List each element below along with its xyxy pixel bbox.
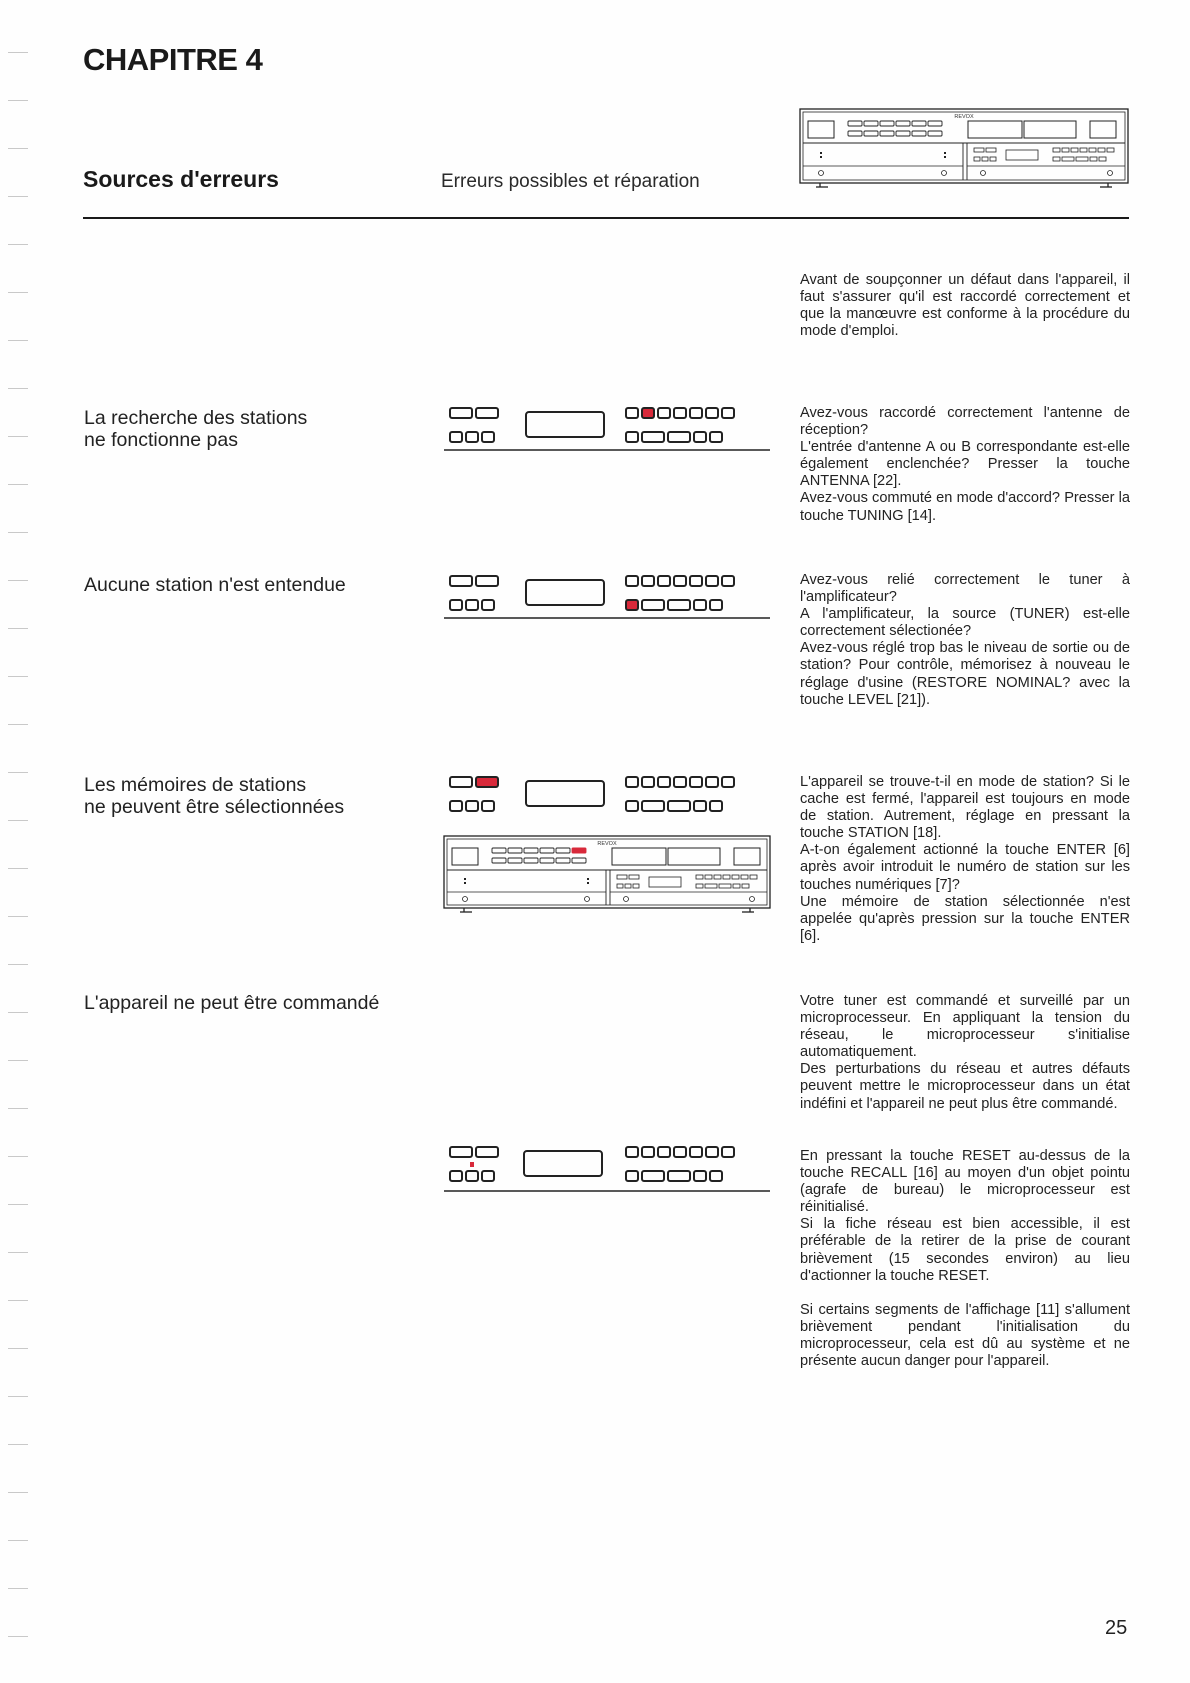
paragraph: Avez-vous réglé trop bas le niveau de sortie ou de station? Pour contrôle, mémorisez à nouveau le réglage d'usine (RESTORE NOMINAL? avec la touche LEVEL [21]). [800, 640, 1130, 708]
issue-text [800, 993, 1130, 1113]
paragraph: Avez-vous raccordé correctement l'antenne de réception? [800, 405, 1130, 439]
issue-text [800, 405, 1130, 525]
issue-title-line: L'appareil ne peut être commandé [84, 992, 380, 1014]
issue-title-line: ne fonctionne pas [84, 429, 238, 451]
paragraph: Si la fiche réseau est bien accessible, il est préférable de la retirer de la prise de courant brièvement (15 secondes environ) au lieu d'actionner la touche RESET. [800, 1216, 1130, 1284]
issue-title-line: ne peuvent être sélectionnées [84, 796, 345, 818]
paragraph: Des perturbations du réseau et autres défauts peuvent mettre le microprocesseur dans un état indéfini et l'appareil ne peut plus être commandé. [800, 1061, 1130, 1112]
issue-title-line: La recherche des stations [84, 407, 308, 429]
tuner-front-illustration [798, 107, 1130, 192]
binding-marks [8, 0, 30, 1683]
paragraph: En pressant la touche RESET au-dessus de la touche RECALL [16] au moyen d'un objet pointu (agrafe de bureau) le microprocesseur est réinitialisé. [800, 1148, 1130, 1216]
paragraph: Avez-vous commuté en mode d'accord? Presser la touche TUNING [14]. [800, 490, 1130, 524]
control-panel-diagram [444, 1137, 770, 1193]
control-panel-diagram [444, 771, 770, 821]
issue-title-line: Aucune station n'est entendue [84, 574, 346, 596]
paragraph: L'appareil se trouve-t-il en mode de station? Si le cache est fermé, l'appareil est toujours en mode de station. Autrement, réglage en pressant la touche STATION [18]. [800, 774, 1130, 842]
issue-title-line: Les mémoires de stations [84, 774, 307, 796]
section-subtitle: Erreurs possibles et réparation [441, 171, 700, 192]
control-panel-diagram [444, 402, 770, 452]
intro-paragraph [800, 272, 1130, 340]
issue-title [84, 407, 307, 451]
paragraph: Si certains segments de l'affichage [11] s'allument brièvement pendant l'initialisation du microprocesseur, cela est dû au système et ne présente aucun danger pour l'appareil. [800, 1302, 1130, 1370]
tuner-front-illustration [442, 834, 772, 916]
issue-text [800, 1148, 1130, 1285]
paragraph: Une mémoire de station sélectionnée n'est appelée qu'après pression sur la touche ENTER [6]. [800, 893, 1130, 944]
control-panel-diagram [444, 570, 770, 620]
issue-text [800, 774, 1130, 945]
issue-title [84, 992, 379, 1014]
intro-text: Avant de soupçonner un défaut dans l'appareil, il faut s'assurer qu'il est raccordé correctement et que la manœuvre est conforme à la procédure du mode d'emploi. [800, 272, 1130, 340]
header-rule [83, 217, 1129, 219]
paragraph: Avez-vous relié correctement le tuner à l'amplificateur? [800, 572, 1130, 606]
paragraph: A-t-on également actionné la touche ENTER [6] après avoir introduit le numéro de station sur les touches numériques [7]? [800, 842, 1130, 893]
paragraph: L'entrée d'antenne A ou B correspondante est-elle également enclenchée? Presser la touche ANTENNA [22]. [800, 439, 1130, 490]
paragraph: Votre tuner est commandé et surveillé par un microprocesseur. En appliquant la tension du réseau, le microprocesseur s'initialise automatiquement. [800, 993, 1130, 1061]
issue-title [84, 574, 346, 596]
reset-indicator [470, 1162, 474, 1167]
device-brand-label: REVOX [954, 114, 974, 120]
section-title: Sources d'erreurs [83, 166, 279, 192]
paragraph: A l'amplificateur, la source (TUNER) est-elle correctement sélectionée? [800, 606, 1130, 640]
chapter-title: CHAPITRE 4 [83, 42, 263, 77]
issue-title [84, 774, 344, 818]
issue-text [800, 1302, 1130, 1370]
issue-text [800, 572, 1130, 709]
page-number: 25 [1105, 1617, 1128, 1639]
device-brand-label: REVOX [597, 841, 617, 847]
